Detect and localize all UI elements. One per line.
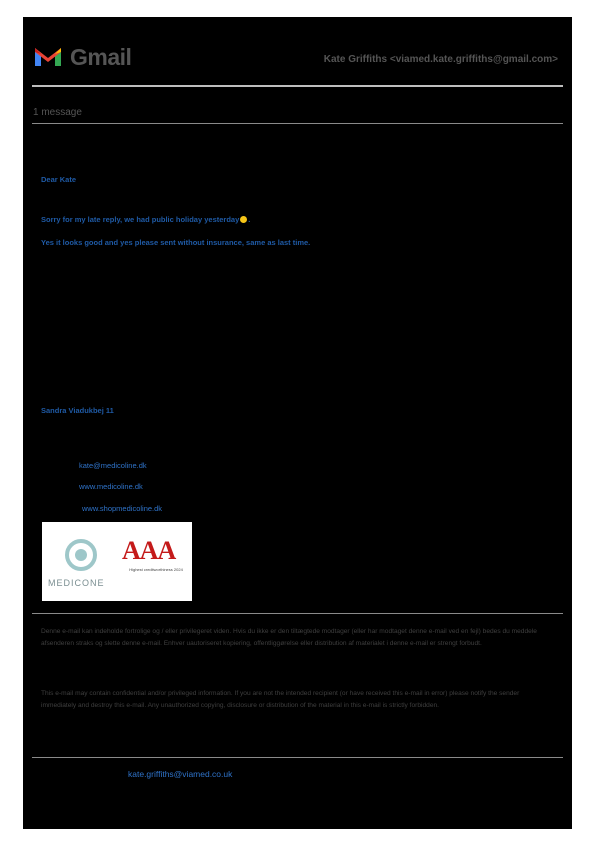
account-sender: Kate Griffiths <viamed.kate.griffiths@gmail.com> — [323, 54, 558, 65]
signature-email-link[interactable]: kate@medicoline.dk — [79, 461, 147, 470]
signature-name: Sandra Viadukbej 11 — [41, 406, 114, 415]
gmail-logo-icon — [33, 44, 63, 68]
message-count: 1 message — [33, 107, 82, 118]
disclaimer-danish: Denne e-mail kan indeholde fortrolige og / eller privilegeret viden. Hvis du ikke er den tiltægtede modtager (eller har modtaget denne e-mail ved en fejl) bedes du meddele afsenderen straks og slette denne e-mail. Enhver uautoriseret kopiering, offentliggørelse eller distribution af materialet i denne e-mail er strengt forbudt. — [41, 628, 537, 647]
header-divider — [32, 85, 563, 87]
email-body-line-2: Yes it looks good and yes please sent without insurance, same as last time. — [41, 238, 311, 247]
gmail-wordmark: Gmail — [70, 44, 132, 70]
footer-email-link[interactable]: kate.griffiths@viamed.co.uk — [128, 769, 233, 779]
medicon-logo-text: MEDICONE — [48, 578, 105, 588]
disclaimer-english: This e-mail may contain confidential and/or privileged information. If you are not the intended recipient (or have received this e-mail in error) please notify the sender immediately and destroy this e-mail. Any unauthorized copying, disclosure or distribution of the material in this e-mail is strictly forbidden. — [41, 690, 520, 709]
aaa-rating-subtitle: Highest creditworthiness 2024 — [129, 567, 183, 572]
email-greeting: Dear Kate — [41, 175, 77, 184]
medicon-logo-icon — [64, 538, 98, 572]
smile-emoji-icon — [240, 216, 247, 223]
signature-shop-link[interactable]: www.shopmedicoline.dk — [82, 504, 163, 513]
email-body-punct: . — [248, 215, 251, 224]
disclaimer-divider — [32, 613, 563, 614]
footer-divider — [32, 757, 563, 758]
thread-divider — [32, 123, 563, 124]
email-print-page — [23, 17, 572, 829]
aaa-rating-logo: AAA — [122, 536, 176, 565]
signature-logos — [42, 522, 192, 601]
signature-website-link[interactable]: www.medicoline.dk — [79, 482, 143, 491]
email-body-line — [41, 215, 250, 224]
email-body-text: Sorry for my late reply, we had public holiday yesterday — [41, 215, 240, 224]
